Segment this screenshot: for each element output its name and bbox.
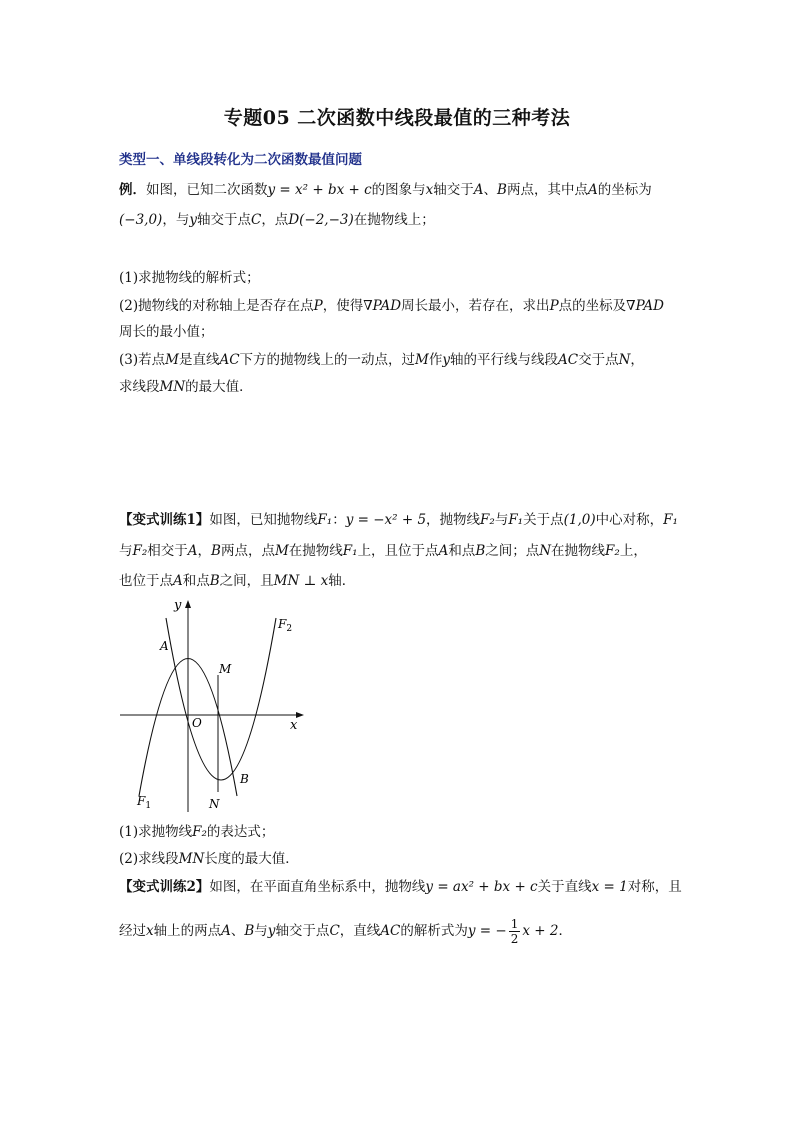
variant1-label: 【变式训练1】 xyxy=(119,512,210,528)
math: ∇PAD xyxy=(363,298,402,314)
text: 也位于点 xyxy=(119,573,173,589)
text: 的解析式为 xyxy=(400,923,468,939)
math: A xyxy=(187,543,198,559)
math: (1,0) xyxy=(563,512,596,528)
fraction-numerator: 1 xyxy=(510,917,519,931)
label-point-B: B xyxy=(240,772,249,786)
math: x = 1 xyxy=(591,879,628,895)
question-3-line-2 xyxy=(119,377,253,397)
text: ，使得 xyxy=(322,298,364,314)
math: MN xyxy=(178,851,205,867)
math: AC xyxy=(558,352,579,368)
variant1-line-3 xyxy=(119,571,355,591)
math: P xyxy=(313,298,323,314)
label-F1-subscript: 1 xyxy=(145,801,152,811)
math: B xyxy=(209,573,220,589)
label-F2 xyxy=(277,617,292,634)
question-1: (1)求抛物线的解析式； xyxy=(119,270,260,286)
text: 如图，已知抛物线 xyxy=(209,512,318,528)
text: 经过 xyxy=(119,923,146,939)
variant1-line-2 xyxy=(119,541,647,561)
text: 两点，点 xyxy=(220,543,275,559)
math: N xyxy=(618,352,631,368)
math: F₂ xyxy=(192,824,207,840)
variant1-question-1 xyxy=(119,822,274,842)
text: 交于点 xyxy=(578,352,619,368)
label-F1-letter: F xyxy=(137,794,146,808)
label-F2-letter: F xyxy=(278,617,287,631)
math: y xyxy=(267,923,276,939)
text: 相交于 xyxy=(147,543,188,559)
math: x xyxy=(425,182,434,198)
variant2-line-1 xyxy=(119,877,682,897)
math: x xyxy=(146,923,154,939)
fraction-one-half xyxy=(509,917,521,946)
text: ， xyxy=(630,352,644,368)
text: 关于直线 xyxy=(537,879,592,895)
math: N xyxy=(539,543,552,559)
text: ： xyxy=(332,512,346,528)
math: D(−2,−3) xyxy=(288,212,354,228)
text: 与 xyxy=(494,512,509,528)
variant1-question-2 xyxy=(119,849,299,869)
math: y = − xyxy=(467,923,507,939)
text: 与 xyxy=(254,923,268,939)
math: A xyxy=(473,182,484,198)
math: F₁ xyxy=(342,543,358,559)
math: ∇PAD xyxy=(626,298,664,314)
text: 长度的最大值． xyxy=(204,851,299,867)
label-F2-subscript: 2 xyxy=(286,624,293,634)
text: 轴． xyxy=(328,573,356,589)
math: y = ax² + bx + c xyxy=(425,879,538,895)
y-axis-arrow xyxy=(185,600,191,608)
math: F₂ xyxy=(480,512,495,528)
text: 中心对称， xyxy=(595,512,664,528)
text: 的表达式； xyxy=(206,824,275,840)
question-3-line-1 xyxy=(119,350,644,370)
text: ． xyxy=(558,923,572,939)
label-point-A: A xyxy=(160,639,169,653)
math: B xyxy=(211,543,221,559)
variant2-line-2 xyxy=(119,917,572,946)
text: 之间，且 xyxy=(219,573,274,589)
math: C xyxy=(250,212,262,228)
math: A xyxy=(438,543,449,559)
label-point-N: N xyxy=(209,797,220,811)
curve-F2 xyxy=(166,618,276,780)
math: F₂ xyxy=(132,543,148,559)
math: M xyxy=(165,352,179,368)
text: 轴上的两点 xyxy=(153,923,222,939)
text: 在抛物线 xyxy=(551,543,606,559)
text: 的坐标为 xyxy=(597,182,652,198)
math: A xyxy=(173,573,183,589)
math: F₂ xyxy=(605,543,620,559)
text: 上， xyxy=(619,543,647,559)
text: ，抛物线 xyxy=(426,512,481,528)
parabola-figure xyxy=(118,596,308,814)
text: 上，且位于点 xyxy=(357,543,439,559)
text: 下方的抛物线上的一动点，过 xyxy=(239,352,416,368)
math: B xyxy=(497,182,507,198)
question-2-line-1 xyxy=(119,296,664,316)
variant2-label: 【变式训练2】 xyxy=(119,879,210,895)
text: 轴的平行线与线段 xyxy=(450,352,559,368)
example-line-2 xyxy=(119,210,435,230)
text: 与 xyxy=(119,543,133,559)
page-title: 专题05 二次函数中线段最值的三种考法 xyxy=(223,107,571,129)
text: 是直线 xyxy=(178,352,220,368)
text: 、 xyxy=(483,182,498,198)
math: P xyxy=(549,298,559,314)
text: 求线段 xyxy=(119,379,160,395)
math: M xyxy=(274,543,289,559)
text: 如图，已知二次函数 xyxy=(146,182,268,198)
variant1-line-1 xyxy=(119,510,678,530)
text: ，点 xyxy=(261,212,289,228)
math: A xyxy=(221,923,231,939)
math: M xyxy=(415,352,429,368)
text: 和点 xyxy=(182,573,210,589)
text: 轴交于点 xyxy=(196,212,251,228)
text: ，与 xyxy=(162,212,190,228)
math: F₁ xyxy=(508,512,524,528)
math: AC xyxy=(380,923,401,939)
math: y xyxy=(189,212,197,228)
fraction-denominator: 2 xyxy=(510,932,519,946)
label-x: x xyxy=(290,718,298,733)
text: 两点，其中点 xyxy=(506,182,588,198)
text: 的图象与 xyxy=(371,182,426,198)
math: A xyxy=(587,182,598,198)
text: 作 xyxy=(428,352,443,368)
example-label: 例． xyxy=(119,182,146,198)
text: 的最大值． xyxy=(185,379,253,395)
math: y xyxy=(442,352,451,368)
text: 轴交于点 xyxy=(275,923,330,939)
math: B xyxy=(244,923,255,939)
math: F₁ xyxy=(317,512,333,528)
math: AC xyxy=(219,352,240,368)
text: (2)抛物线的对称轴上是否存在点 xyxy=(119,298,314,314)
label-origin: O xyxy=(192,716,202,730)
text: 关于点 xyxy=(523,512,564,528)
question-2-line-2: 周长的最小值； xyxy=(119,324,214,340)
text: 周长最小，若存在，求出 xyxy=(401,298,550,314)
math: B xyxy=(475,543,486,559)
text: 之间；点 xyxy=(485,543,540,559)
example-line-1 xyxy=(119,180,652,200)
text: 和点 xyxy=(448,543,476,559)
text: 在抛物线上； xyxy=(353,212,435,228)
math: x + 2 xyxy=(522,923,559,939)
math: (−3,0) xyxy=(119,212,163,228)
math: F₁ xyxy=(663,512,678,528)
math: MN xyxy=(159,379,186,395)
text: ，直线 xyxy=(339,923,381,939)
text: 、 xyxy=(230,923,245,939)
text: 如图，在平面直角坐标系中，抛物线 xyxy=(209,879,426,895)
text: 对称，且 xyxy=(627,879,682,895)
section-heading-type1: 类型一、单线段转化为二次函数最值问题 xyxy=(119,152,362,168)
text: ， xyxy=(197,543,212,559)
text: (2)求线段 xyxy=(119,851,179,867)
math: y = −x² + 5 xyxy=(345,512,427,528)
label-y: y xyxy=(174,598,182,613)
text: 轴交于 xyxy=(433,182,474,198)
math: y = x² + bx + c xyxy=(267,182,372,198)
label-F1 xyxy=(136,794,151,811)
text: (3)若点 xyxy=(119,352,166,368)
text: (1)求抛物线 xyxy=(119,824,193,840)
label-point-M: M xyxy=(219,662,232,676)
text: 点的坐标及 xyxy=(558,298,627,314)
math: MN ⊥ x xyxy=(273,573,329,589)
math: C xyxy=(329,923,340,939)
text: 在抛物线 xyxy=(288,543,343,559)
